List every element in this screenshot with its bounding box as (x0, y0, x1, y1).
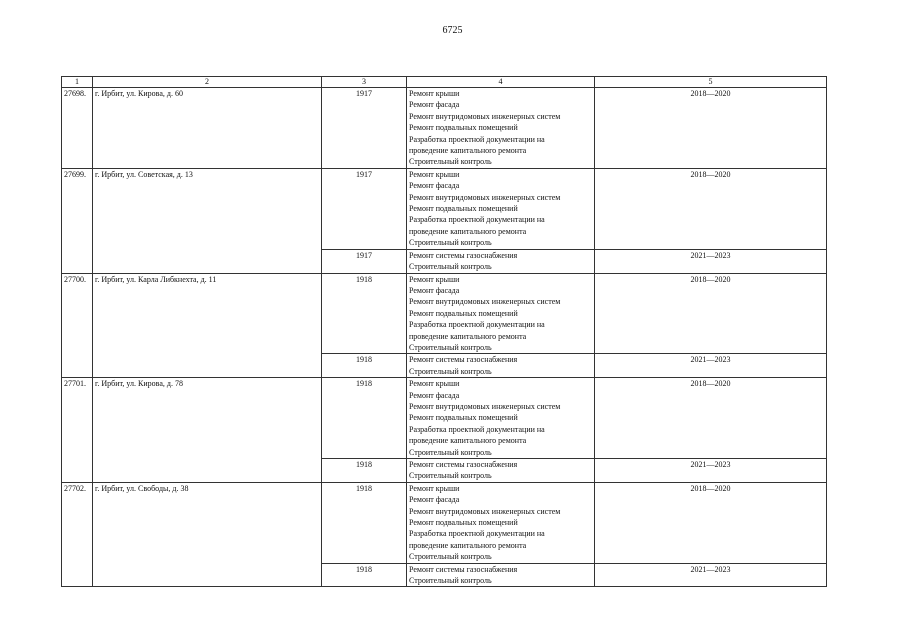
work-item: Ремонт крыши (409, 89, 460, 98)
work-item: Ремонт подвальных помещений (409, 518, 518, 528)
entry-address: г. Ирбит, ул. Кирова, д. 60 (93, 88, 322, 169)
work-item: проведение капитального ремонта (409, 540, 527, 550)
entry-year: 1917 (322, 249, 407, 273)
entry-works (407, 378, 595, 459)
work-item: Строительный контроль (409, 262, 492, 272)
work-item: Ремонт системы газоснабжения (409, 564, 518, 574)
page-number: 6725 (442, 25, 463, 36)
entry-year: 1918 (322, 563, 407, 587)
work-item: проведение капитального ремонта (409, 331, 527, 341)
work-item: проведение капитального ремонта (409, 226, 527, 236)
entry-year: 1917 (322, 88, 407, 169)
work-item: Ремонт фасада (409, 390, 460, 400)
entry-address: г. Ирбит, ул. Карла Либкнехта, д. 11 (93, 273, 322, 378)
entry-number: 27702. (62, 482, 93, 587)
table-row (62, 273, 827, 354)
entry-year: 1918 (322, 273, 407, 354)
work-item: Разработка проектной документации на (409, 424, 545, 434)
work-item: Строительный контроль (409, 157, 492, 167)
entry-works (407, 88, 595, 169)
entry-period: 2018—2020 (595, 168, 827, 249)
work-item: Разработка проектной документации на (409, 215, 545, 225)
table-body (62, 77, 827, 587)
work-item: Ремонт внутридомовых инженерных систем (409, 401, 561, 411)
column-number-header-row (62, 77, 827, 88)
work-item: Ремонт фасада (409, 495, 460, 505)
work-item: Строительный контроль (409, 576, 492, 586)
table-row (62, 168, 827, 249)
work-item: Ремонт крыши (409, 169, 460, 179)
entry-period: 2018—2020 (595, 88, 827, 169)
entry-address: г. Ирбит, ул. Советская, д. 13 (93, 168, 322, 273)
entry-address: г. Ирбит, ул. Свободы, д. 38 (93, 482, 322, 587)
table-row (62, 482, 827, 563)
work-item: Строительный контроль (409, 238, 492, 248)
work-item: Ремонт крыши (409, 379, 460, 389)
entry-year: 1918 (322, 378, 407, 459)
work-item: Разработка проектной документации на (409, 529, 545, 539)
work-item: проведение капитального ремонта (409, 436, 527, 446)
work-item: Ремонт крыши (409, 274, 460, 284)
entry-works (407, 459, 595, 483)
entry-period: 2021—2023 (595, 354, 827, 378)
work-item: Ремонт подвальных помещений (409, 123, 518, 133)
entry-period: 2021—2023 (595, 563, 827, 587)
entry-year: 1918 (322, 482, 407, 563)
work-item: Разработка проектной документации на (409, 134, 545, 144)
work-item: Ремонт внутридомовых инженерных систем (409, 192, 561, 202)
work-item: Ремонт подвальных помещений (409, 204, 518, 214)
column-header-1: 1 (62, 77, 93, 88)
column-header-5: 5 (595, 77, 827, 88)
entry-period: 2018—2020 (595, 273, 827, 354)
work-item: Ремонт фасада (409, 100, 460, 110)
entry-number: 27700. (62, 273, 93, 378)
work-item: Строительный контроль (409, 366, 492, 376)
work-item: Ремонт внутридомовых инженерных систем (409, 111, 561, 121)
entry-number: 27699. (62, 168, 93, 273)
entry-year: 1918 (322, 459, 407, 483)
work-item: Строительный контроль (409, 552, 492, 562)
column-header-3: 3 (322, 77, 407, 88)
work-item: Ремонт системы газоснабжения (409, 355, 518, 365)
work-item: Строительный контроль (409, 447, 492, 457)
entry-period: 2021—2023 (595, 459, 827, 483)
entry-works (407, 168, 595, 249)
work-item: Ремонт подвальных помещений (409, 413, 518, 423)
work-item: Ремонт фасада (409, 285, 460, 295)
entry-address: г. Ирбит, ул. Кирова, д. 78 (93, 378, 322, 483)
table-row (62, 378, 827, 459)
column-header-2: 2 (93, 77, 322, 88)
work-item: Ремонт фасада (409, 181, 460, 191)
entry-period: 2018—2020 (595, 378, 827, 459)
table-row (62, 88, 827, 169)
work-item: Ремонт внутридомовых инженерных систем (409, 297, 561, 307)
work-item: Ремонт внутридомовых инженерных систем (409, 506, 561, 516)
work-item: Ремонт системы газоснабжения (409, 250, 518, 260)
entry-number: 27698. (62, 88, 93, 169)
work-item: Ремонт крыши (409, 483, 460, 493)
work-item: Строительный контроль (409, 471, 492, 481)
work-item: Ремонт системы газоснабжения (409, 460, 518, 469)
work-item: Строительный контроль (409, 342, 492, 352)
work-item: Ремонт подвальных помещений (409, 308, 518, 318)
column-header-4: 4 (407, 77, 595, 88)
entry-period: 2021—2023 (595, 249, 827, 273)
work-item: проведение капитального ремонта (409, 146, 527, 156)
entry-year: 1917 (322, 168, 407, 249)
entry-period: 2018—2020 (595, 482, 827, 563)
entry-number: 27701. (62, 378, 93, 483)
entry-works (407, 563, 595, 587)
entry-year: 1918 (322, 354, 407, 378)
entry-works (407, 354, 595, 378)
work-item: Разработка проектной документации на (409, 320, 545, 330)
entry-works (407, 273, 595, 354)
register-table (61, 76, 827, 587)
entry-works (407, 482, 595, 563)
entry-works (407, 249, 595, 273)
